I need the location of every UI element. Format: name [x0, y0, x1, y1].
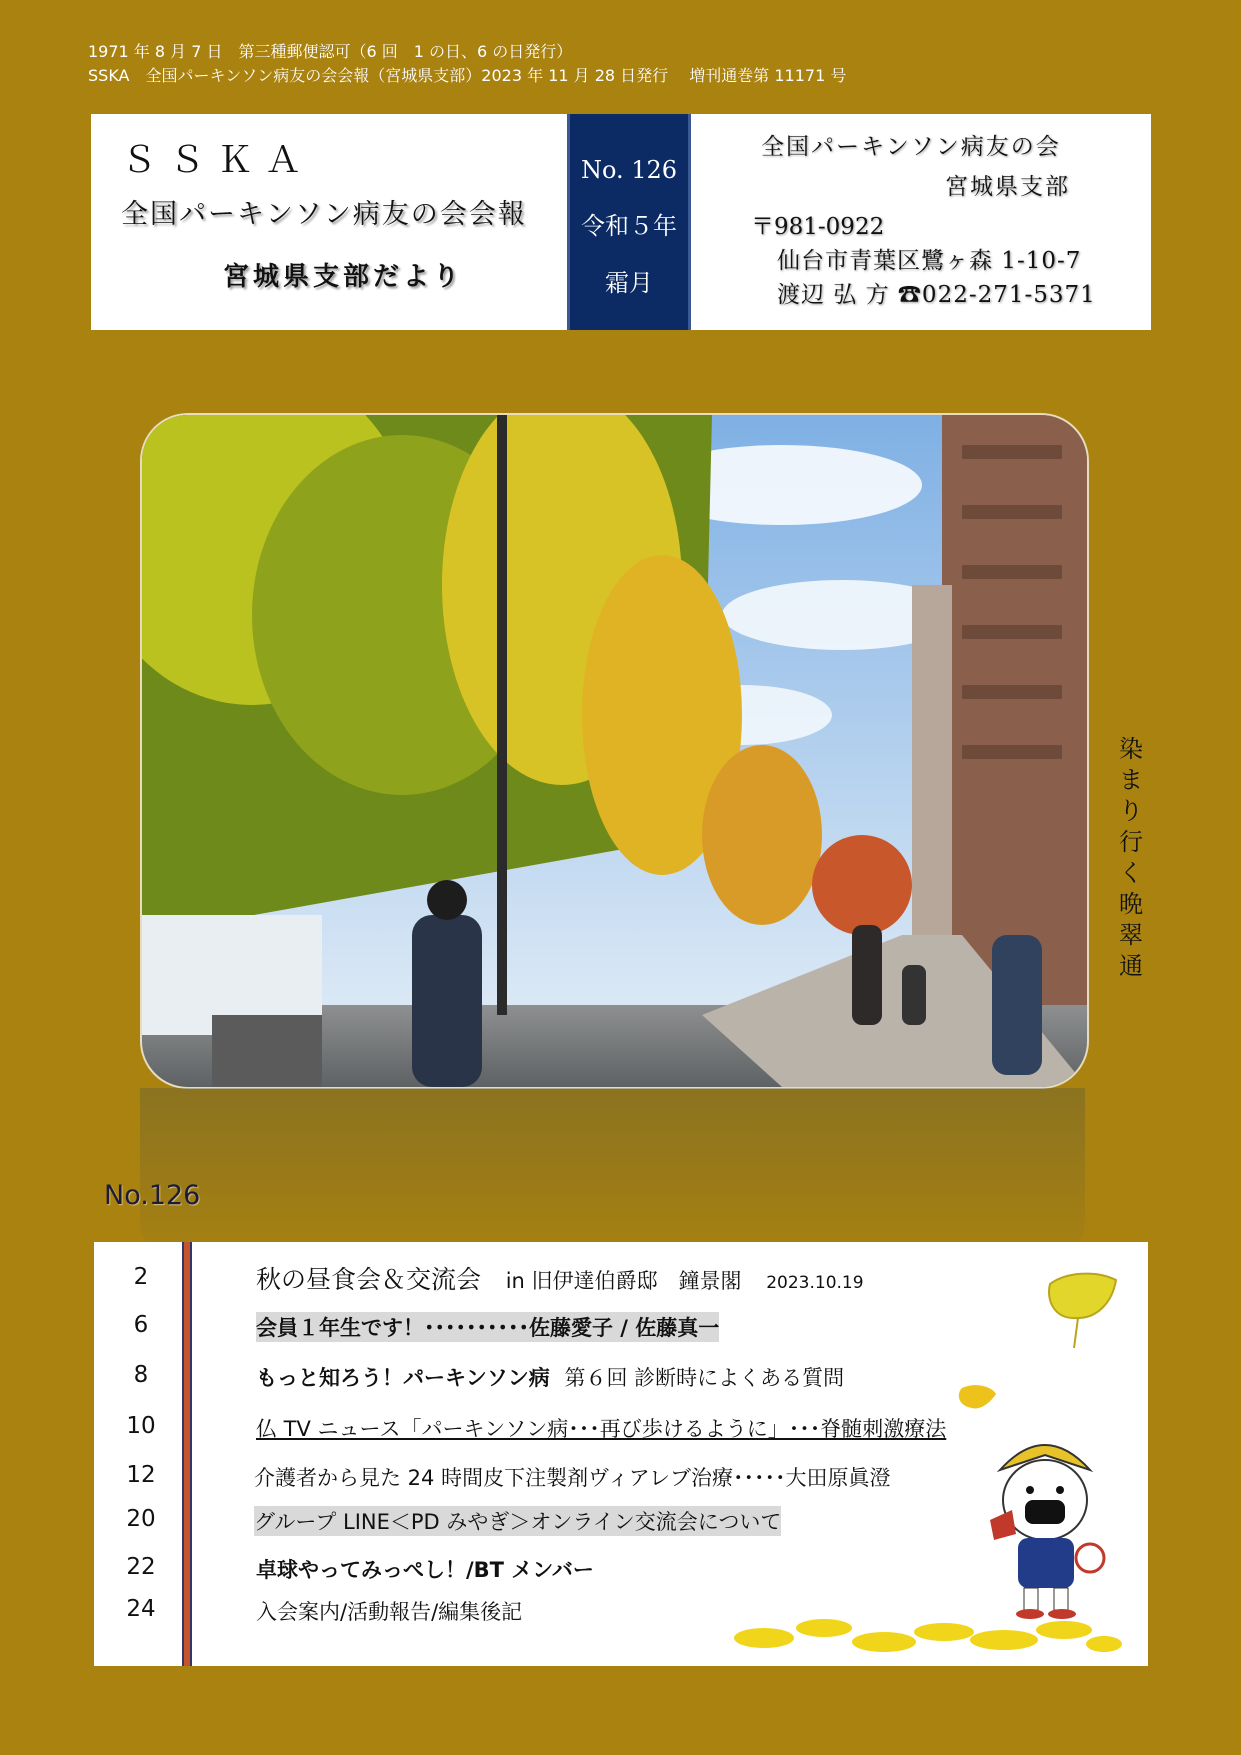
masthead-title-block — [91, 114, 567, 330]
cover-photo-street-scene — [142, 415, 1087, 1087]
cover-photo — [140, 413, 1089, 1089]
toc-title: 会員１年生です！･･････････佐藤愛子 / 佐藤真一 — [256, 1312, 719, 1342]
ginkgo-leaf-icon — [1044, 1270, 1119, 1350]
toc-title-series: もっと知ろう！パーキンソン病 — [256, 1366, 550, 1390]
publisher-block — [695, 114, 1151, 330]
issue-month: 霜月 — [605, 269, 653, 297]
toc-page-number: 12 — [126, 1462, 156, 1488]
toc-title — [256, 1362, 844, 1392]
masthead-branch-news: 宮城県支部だより — [223, 262, 464, 292]
issue-era-year: 令和５年 — [581, 212, 677, 240]
publisher-branch: 宮城県支部 — [945, 174, 1070, 200]
photo-reflection — [140, 1088, 1085, 1268]
toc-page-number: 10 — [126, 1413, 156, 1439]
toc-page-number: 2 — [133, 1264, 149, 1290]
postal-notice-line1: 1971 年 8 月 7 日 第三種郵便認可（6 回 1 の日、6 の日発行） — [88, 42, 573, 61]
toc-title: 入会案内/活動報告/編集後記 — [256, 1600, 523, 1624]
issue-number: No. 126 — [580, 156, 678, 184]
publisher-zip: 〒981-0922 — [751, 214, 885, 240]
issue-box — [567, 114, 691, 330]
postal-notice-line2: SSKA 全国パーキンソン病友の会会報（宮城県支部）2023 年 11 月 28 日発行 増刊通巻第 11171 号 — [88, 66, 847, 85]
issue-label: No.126 — [104, 1180, 201, 1211]
masthead — [91, 114, 1151, 330]
toc-title: 仏 TV ニュース「パーキンソン病･･･再び歩けるように」･･･脊髄刺激療法 — [256, 1417, 947, 1441]
ginkgo-leaf-small-icon — [954, 1382, 999, 1427]
toc-page-number: 8 — [133, 1362, 149, 1388]
toc-date: 2023.10.19 — [766, 1273, 864, 1293]
publisher-org: 全国パーキンソン病友の会 — [761, 134, 1061, 160]
toc-title: 介護者から見た 24 時間皮下注製剤ヴィアレブ治療･････大田原眞澄 — [254, 1466, 891, 1490]
toc-title-main: 秋の昼食会＆交流会 — [256, 1265, 482, 1294]
toc-page-number: 22 — [126, 1554, 156, 1580]
toc-title: グループ LINE＜PD みやぎ＞オンライン交流会について — [254, 1506, 781, 1536]
toc-title: 卓球やってみっぺし！/BT メンバー — [256, 1558, 594, 1582]
toc-page-number: 24 — [126, 1596, 156, 1622]
toc-title — [256, 1260, 864, 1296]
toc-title-topic: 第６回 診断時によくある質問 — [564, 1366, 845, 1390]
masthead-sska: ＳＳＫＡ — [121, 140, 314, 181]
publisher-address: 仙台市青葉区鷺ヶ森 1-10-7 — [777, 248, 1082, 274]
masthead-publication: 全国パーキンソン病友の会会報 — [121, 199, 527, 230]
publisher-contact: 渡辺 弘 方 ☎022-271-5371 — [777, 282, 1096, 308]
toc-item[interactable] — [94, 1308, 1148, 1342]
toc-page-number: 6 — [133, 1312, 149, 1338]
photo-caption: 染まり行く晩翠通 — [1119, 735, 1143, 980]
postal-notice — [88, 40, 846, 88]
toc-page-number: 20 — [126, 1506, 156, 1532]
mascot-character-icon — [980, 1430, 1110, 1620]
toc-item[interactable] — [94, 1260, 1148, 1294]
toc-title-sub: in 旧伊達伯爵邸 鐘景閣 — [505, 1269, 742, 1293]
